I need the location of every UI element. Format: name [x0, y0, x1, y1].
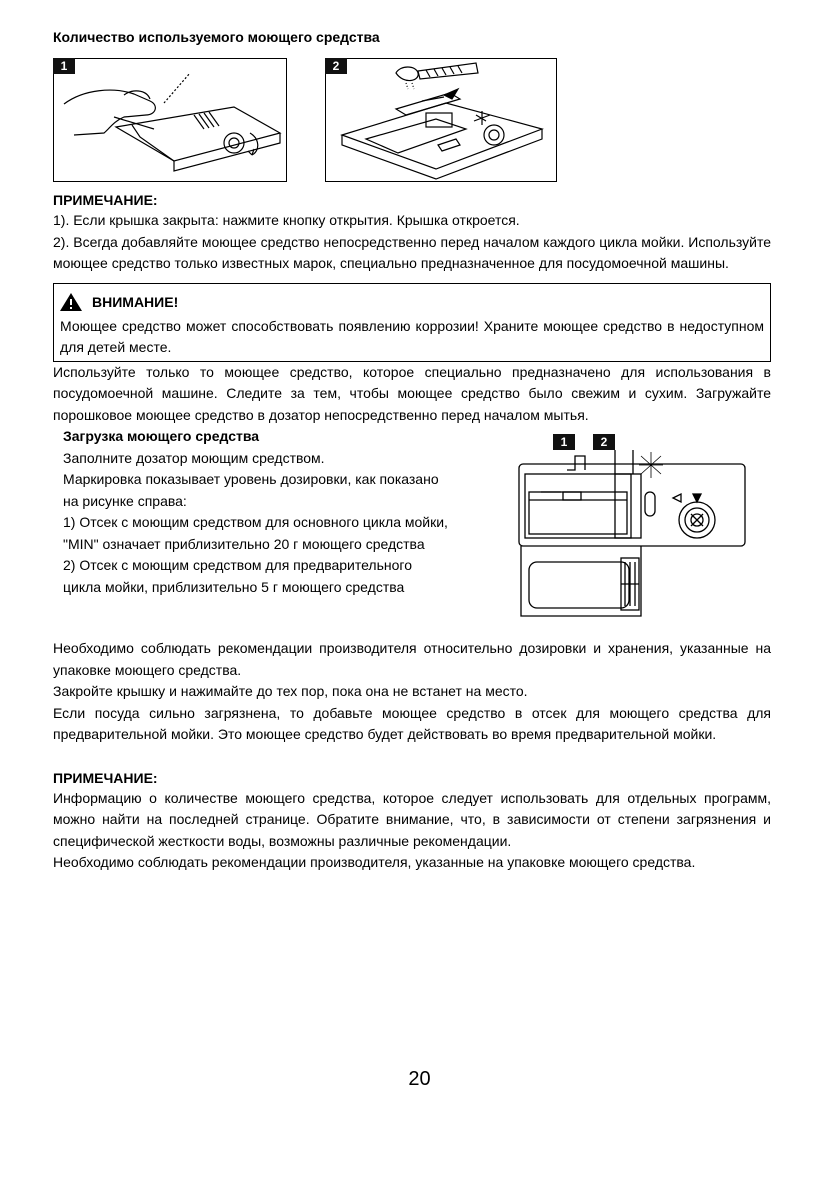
body-paragraph-3: Если посуда сильно загрязнена, то добавьте моющее средство в отсек для моющего средства для предварительной мойки. Это моющее средство будет действовать во время предварительной мойки.	[53, 704, 771, 742]
note-title: ПРИМЕЧАНИЕ:	[53, 192, 158, 208]
note-2-paragraph-2: Необходимо соблюдать рекомендации производителя, указанные на упаковке моющего средства.	[53, 854, 696, 870]
dispenser-diagram	[517, 434, 751, 630]
note-item-2: 2). Всегда добавляйте моющее средство непосредственно перед началом каждого цикла мойки. Используйте моющее средство только известных марок, специально предназначенное для посудомоечной машины.	[53, 233, 771, 271]
body-paragraph-1: Необходимо соблюдать рекомендации производителя относительно дозировки и хранения, указанные на упаковке моющего средства.	[53, 640, 771, 678]
usage-paragraph: Используйте только то моющее средство, которое специально предназначено для использования в посудомоечной машине. Следите за тем, чтобы моющее средство было свежим и сухим. Загружайте порошковое моющее средство в дозатор непосредственно перед началом мытья.	[53, 363, 771, 423]
page-number: 20	[408, 1068, 431, 1090]
loading-line-4: 2) Отсек с моющим средством для предварительного цикла мойки, приблизительно 5 г моющего средства	[63, 557, 413, 595]
warning-header	[60, 288, 764, 316]
diagram-label-2: 2	[593, 434, 615, 450]
figure-1-label: 1	[53, 58, 75, 74]
dispenser-schematic	[517, 434, 751, 630]
manual-page	[53, 28, 771, 874]
note-item-1: 1). Если крышка закрыта: нажмите кнопку открытия. Крышка откроется.	[53, 212, 520, 228]
warning-triangle-icon	[60, 293, 82, 311]
section-title: Количество используемого моющего средства	[53, 29, 380, 45]
figure-row	[53, 58, 771, 182]
hand-opening-dispenser-illustration	[54, 59, 286, 181]
loading-text	[63, 426, 453, 598]
figure-2-label: 2	[325, 58, 347, 74]
note-2-title: ПРИМЕЧАНИЕ:	[53, 769, 158, 786]
warning-title: ВНИМАНИЕ!	[92, 293, 179, 310]
diagram-label-1: 1	[553, 434, 575, 450]
warning-text: Моющее средство может способствовать появлению коррозии! Храните моющее средство в недоступном для детей месте.	[60, 317, 764, 355]
body-paragraph-2: Закройте крышку и нажимайте до тех пор, пока она не встанет на место.	[53, 683, 528, 699]
loading-section	[53, 426, 771, 638]
note-2-paragraph-1: Информацию о количестве моющего средства, которое следует использовать для отдельных программ, можно найти на последней странице. Обратите внимание, что, в зависимости от степени загрязнения и специфической жесткости воды, возможны различные рекомендации.	[53, 789, 771, 849]
figure-1	[53, 58, 287, 182]
figure-2	[325, 58, 557, 182]
loading-title: Загрузка моющего средства	[63, 428, 260, 444]
loading-line-2: Маркировка показывает уровень дозировки, как показано на рисунке справа:	[63, 471, 439, 509]
loading-line-3: 1) Отсек с моющим средством для основного цикла мойки, "MIN" означает приблизительно 20 г моющего средства	[63, 514, 448, 552]
loading-line-1: Заполните дозатор моющим средством.	[63, 449, 325, 466]
pouring-detergent-illustration	[326, 59, 556, 181]
warning-box	[53, 283, 771, 362]
